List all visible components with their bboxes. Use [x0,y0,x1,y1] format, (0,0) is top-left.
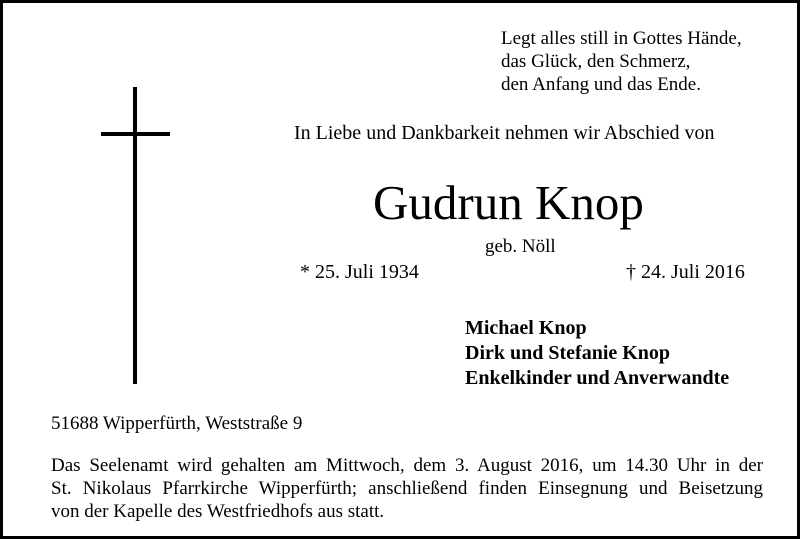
birth-date: * 25. Juli 1934 [300,261,419,283]
service-line-2: St. Nikolaus Pfarrkirche Wipperfürth; anschließend finden Einsegnung und Beisetzung [51,478,763,499]
mourners-list [465,316,729,391]
verse-line-2: das Glück, den Schmerz, [501,51,691,72]
intro-text: In Liebe und Dankbarkeit nehmen wir Abschied von [294,122,715,144]
service-info [51,454,763,523]
deceased-name: Gudrun Knop [373,175,644,230]
verse-line-3: den Anfang und das Ende. [501,74,701,95]
service-line-3: von der Kapelle des Westfriedhofs aus statt. [51,501,385,522]
death-date: † 24. Juli 2016 [626,261,745,283]
cross-horizontal-bar [101,132,170,136]
mourner-1: Michael Knop [465,317,587,339]
verse-line-1: Legt alles still in Gottes Hände, [501,28,742,49]
address: 51688 Wipperfürth, Weststraße 9 [51,413,303,434]
mourner-2: Dirk und Stefanie Knop [465,342,671,364]
service-line-1: Das Seelenamt wird gehalten am Mittwoch, dem 3. August 2016, um 14.30 Uhr in der [51,455,763,476]
maiden-name: geb. Nöll [485,236,556,257]
verse [501,27,742,96]
mourner-3: Enkelkinder und Anverwandte [465,367,730,389]
